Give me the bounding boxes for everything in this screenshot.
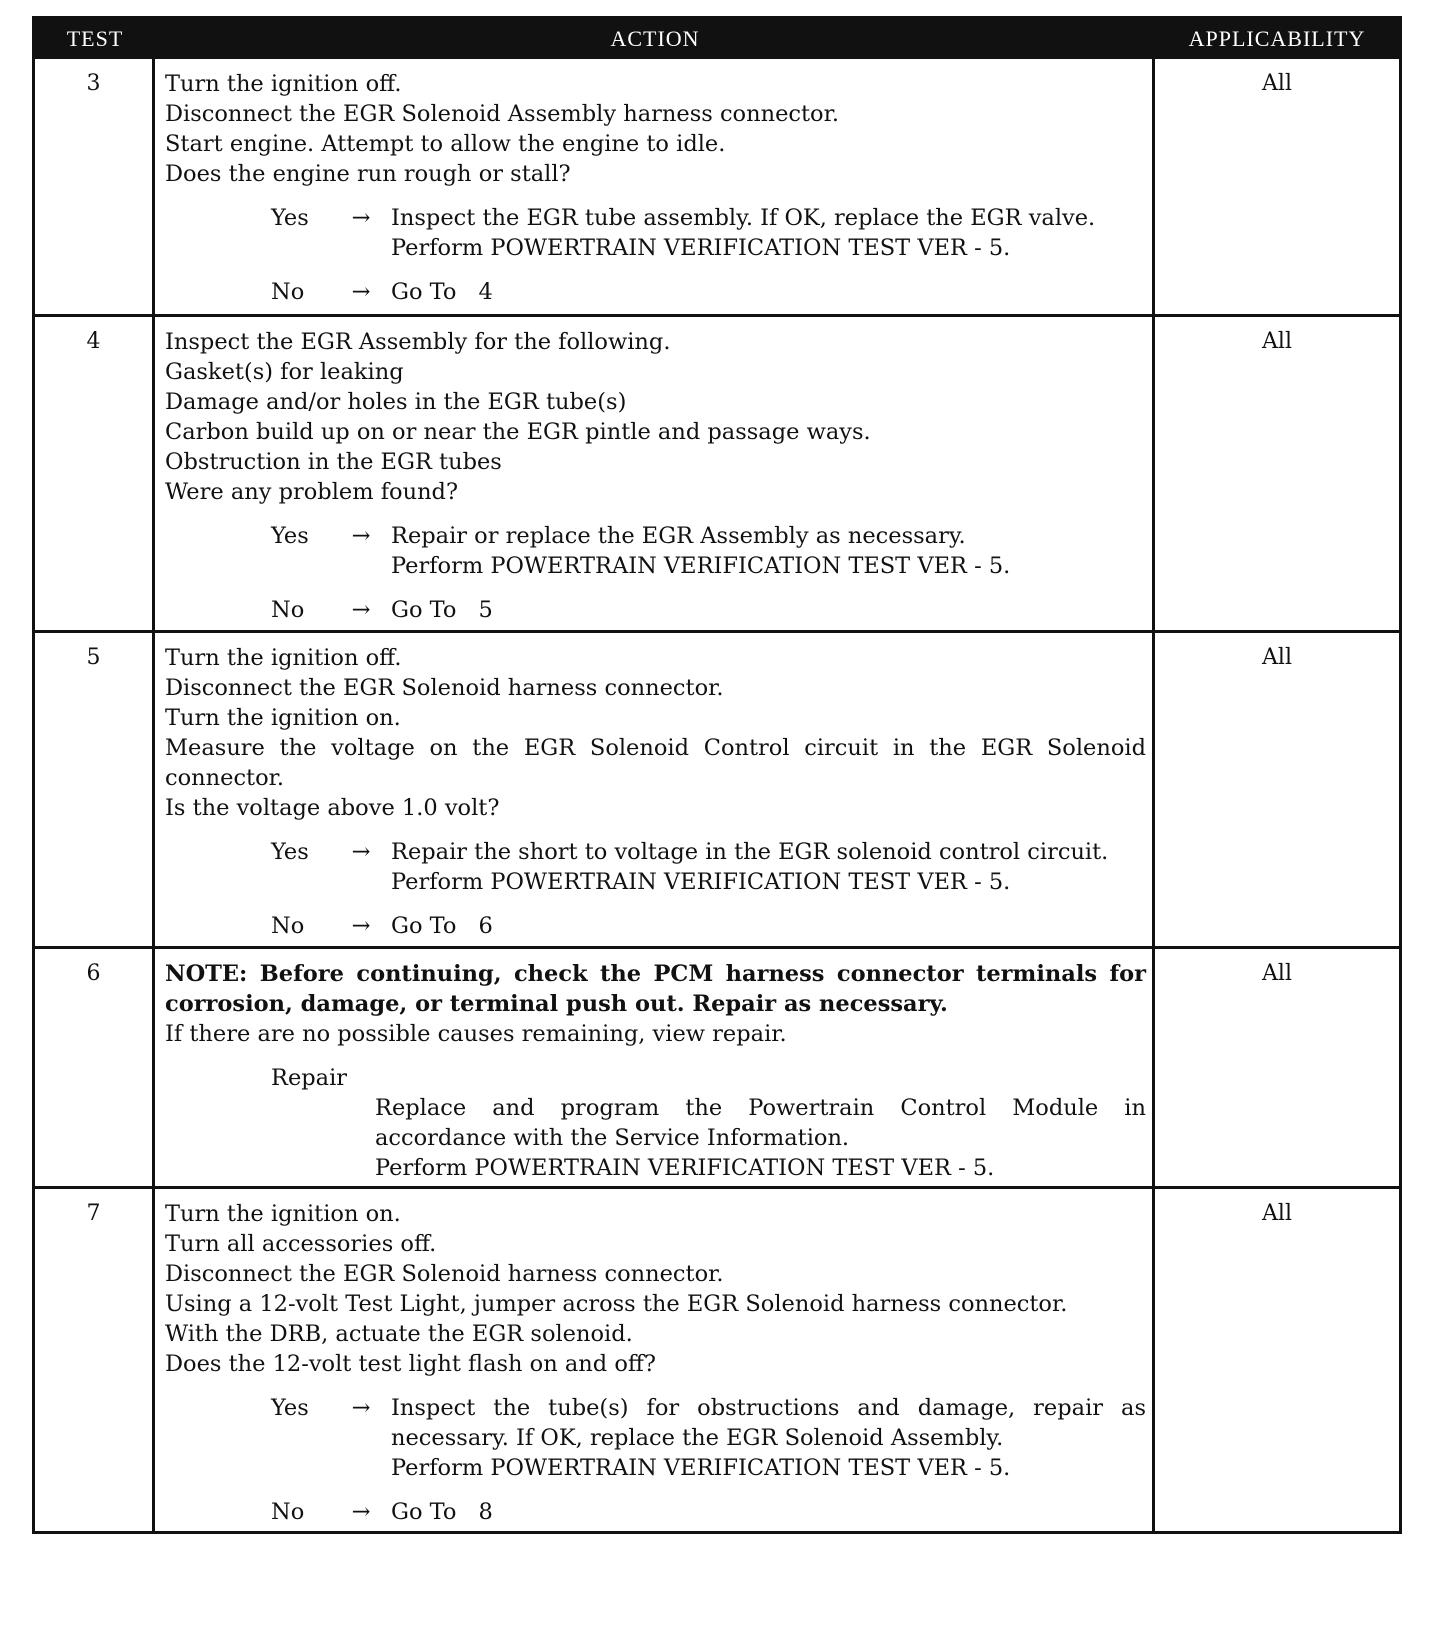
table-row — [35, 630, 1399, 946]
arrow-icon: → — [351, 839, 371, 865]
goto-number: 6 — [478, 913, 493, 939]
action-line: Turn all accessories off. — [165, 1231, 437, 1257]
no-label: No — [271, 913, 305, 939]
table-header — [35, 19, 1399, 59]
action-line: If there are no possible causes remaining, view repair. — [165, 1021, 787, 1047]
yes-label: Yes — [271, 523, 309, 549]
action-cell — [155, 59, 1155, 314]
action-line: Gasket(s) for leaking — [165, 359, 404, 385]
action-line: Turn the ignition off. — [165, 645, 402, 671]
table-row — [35, 314, 1399, 630]
test-number: 7 — [35, 1189, 155, 1531]
applicability-value: All — [1262, 645, 1292, 670]
goto-text: Go To — [391, 913, 457, 939]
yes-branch — [165, 521, 1146, 581]
test-number: 3 — [35, 59, 155, 314]
test-number: 4 — [35, 317, 155, 630]
arrow-icon: → — [351, 523, 371, 549]
arrow-icon: → — [351, 205, 371, 231]
arrow-icon: → — [351, 279, 371, 305]
action-line: Disconnect the EGR Solenoid harness connector. — [165, 675, 724, 701]
arrow-icon: → — [351, 1395, 371, 1421]
action-line: Were any problem found? — [165, 479, 459, 505]
action-line: Turn the ignition off. — [165, 71, 402, 97]
yes-label: Yes — [271, 839, 309, 865]
yes-verify: Perform POWERTRAIN VERIFICATION TEST VER - 5. — [391, 1455, 1011, 1481]
no-branch — [165, 1497, 1146, 1527]
repair-verify: Perform POWERTRAIN VERIFICATION TEST VER - 5. — [375, 1155, 995, 1181]
note-text: NOTE: Before continuing, check the PCM harness connector terminals for corrosion, damage, or terminal push out. Repair as necessary. — [165, 961, 1146, 1017]
goto-number: 8 — [478, 1499, 493, 1525]
action-line: Inspect the EGR Assembly for the following. — [165, 329, 671, 355]
applicability-value: All — [1262, 1201, 1292, 1226]
action-line: Turn the ignition on. — [165, 1201, 401, 1227]
yes-text: Repair the short to voltage in the EGR solenoid control circuit. — [391, 839, 1109, 865]
action-line: Disconnect the EGR Solenoid Assembly harness connector. — [165, 101, 840, 127]
action-line: Does the engine run rough or stall? — [165, 161, 571, 187]
yes-text: Repair or replace the EGR Assembly as necessary. — [391, 523, 966, 549]
action-line: With the DRB, actuate the EGR solenoid. — [165, 1321, 633, 1347]
header-applicability: APPLICABILITY — [1188, 26, 1366, 51]
action-line: Turn the ignition on. — [165, 705, 401, 731]
yes-text: Inspect the EGR tube assembly. If OK, replace the EGR valve. — [391, 205, 1096, 231]
arrow-icon: → — [351, 1499, 371, 1525]
yes-verify: Perform POWERTRAIN VERIFICATION TEST VER - 5. — [391, 869, 1011, 895]
action-cell — [155, 317, 1155, 630]
header-test: TEST — [66, 26, 124, 51]
diagnostic-table — [32, 16, 1402, 1534]
action-line: Start engine. Attempt to allow the engine to idle. — [165, 131, 726, 157]
action-line: Does the 12-volt test light flash on and off? — [165, 1351, 656, 1377]
applicability-value: All — [1262, 71, 1292, 96]
repair-text: Replace and program the Powertrain Control Module in accordance with the Service Information. — [375, 1095, 1146, 1151]
action-line: Measure the voltage on the EGR Solenoid Control circuit in the EGR Solenoid connector. — [165, 735, 1146, 791]
no-label: No — [271, 1499, 305, 1525]
test-number: 6 — [35, 949, 155, 1186]
repair-label: Repair — [271, 1065, 348, 1091]
action-line: Carbon build up on or near the EGR pintle and passage ways. — [165, 419, 871, 445]
yes-branch — [165, 203, 1146, 263]
yes-verify: Perform POWERTRAIN VERIFICATION TEST VER - 5. — [391, 553, 1011, 579]
header-action: ACTION — [610, 26, 700, 51]
yes-label: Yes — [271, 205, 309, 231]
yes-label: Yes — [271, 1395, 309, 1421]
applicability-value: All — [1262, 329, 1292, 354]
yes-verify: Perform POWERTRAIN VERIFICATION TEST VER - 5. — [391, 235, 1011, 261]
table-row — [35, 59, 1399, 314]
goto-text: Go To — [391, 597, 457, 623]
action-line: Using a 12-volt Test Light, jumper across the EGR Solenoid harness connector. — [165, 1291, 1068, 1317]
applicability-value: All — [1262, 961, 1292, 986]
table-row — [35, 1186, 1399, 1531]
table-row — [35, 946, 1399, 1186]
action-line: Obstruction in the EGR tubes — [165, 449, 502, 475]
no-label: No — [271, 279, 305, 305]
goto-text: Go To — [391, 1499, 457, 1525]
action-line: Damage and/or holes in the EGR tube(s) — [165, 389, 627, 415]
no-branch — [165, 911, 1146, 941]
action-line: Is the voltage above 1.0 volt? — [165, 795, 500, 821]
arrow-icon: → — [351, 597, 371, 623]
goto-text: Go To — [391, 279, 457, 305]
yes-text: Inspect the tube(s) for obstructions and damage, repair as necessary. If OK, replace the EGR Solenoid Assembly. — [391, 1395, 1146, 1451]
action-cell — [155, 633, 1155, 946]
yes-branch — [165, 1393, 1146, 1483]
goto-number: 4 — [478, 279, 493, 305]
action-cell — [155, 949, 1155, 1186]
arrow-icon: → — [351, 913, 371, 939]
yes-branch — [165, 837, 1146, 897]
no-branch — [165, 277, 1146, 307]
no-label: No — [271, 597, 305, 623]
action-cell — [155, 1189, 1155, 1531]
no-branch — [165, 595, 1146, 625]
test-number: 5 — [35, 633, 155, 946]
action-line: Disconnect the EGR Solenoid harness connector. — [165, 1261, 724, 1287]
goto-number: 5 — [478, 597, 493, 623]
